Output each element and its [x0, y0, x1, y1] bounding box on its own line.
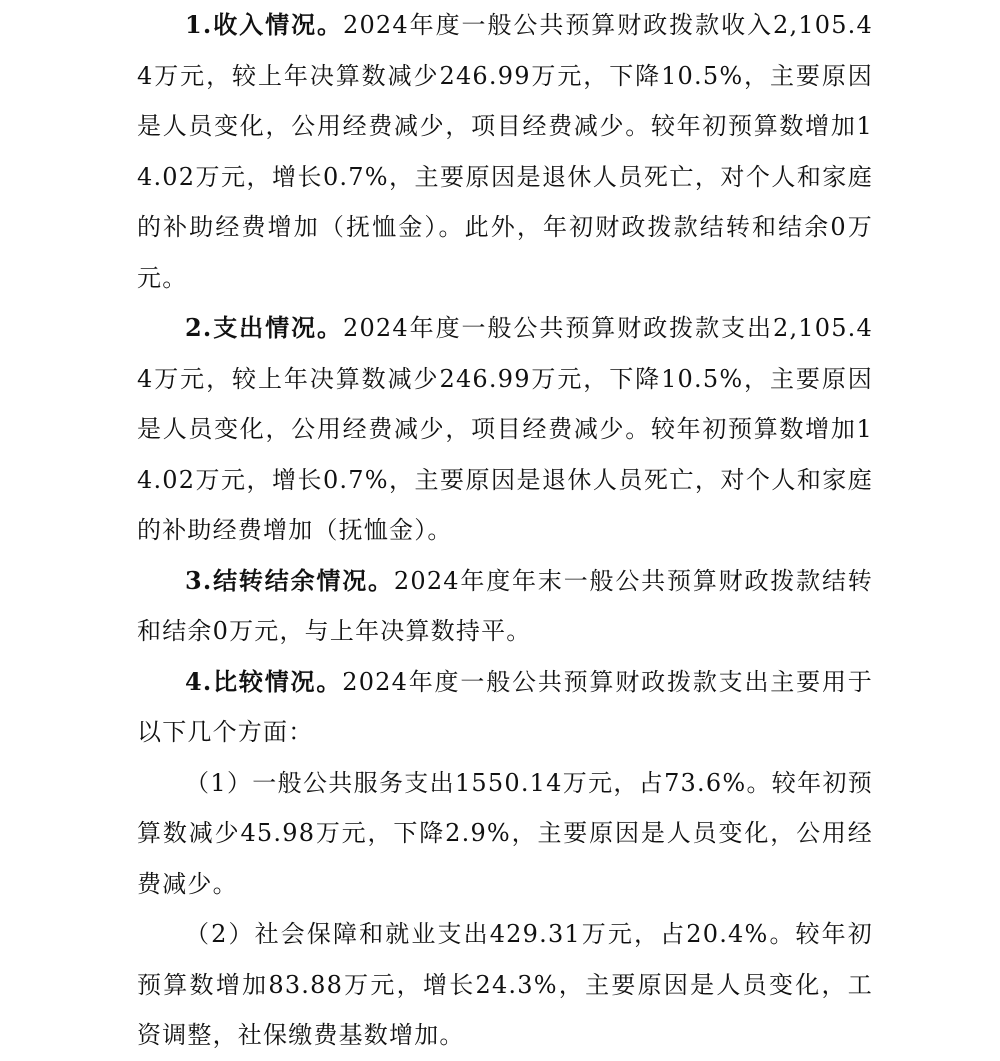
section-expenditure — [137, 303, 873, 556]
section-heading-carryover: 3.结转结余情况。 — [185, 565, 394, 595]
section-heading-expenditure: 2.支出情况。 — [185, 313, 343, 342]
list-item-general-public-services: （1）一般公共服务支出1550.14万元，占73.6%。较年初预算数减少45.98万元，下降2.9%，主要原因是人员变化，公用经费减少。 — [137, 768, 873, 898]
section-body-income: 2024年度一般公共预算财政拨款收入2,105.44万元，较上年决算数减少246.99万元，下降10.5%，主要原因是人员变化，公用经费减少，项目经费减少。较年初预算数增加14.02万元，增长0.7%，主要原因是退休人员死亡，对个人和家庭的补助经费增加（抚恤金）。此外，年初财政拨款结转和结余0万元。 — [137, 11, 873, 292]
section-heading-income: 1.收入情况。 — [185, 10, 343, 39]
section-body-comparison: 2024年度一般公共预算财政拨款支出主要用于以下几个方面： — [137, 667, 873, 746]
list-item-social-security: （2）社会保障和就业支出429.31万元，占20.4%。较年初预算数增加83.88万元，增长24.3%，主要原因是人员变化，工资调整，社保缴费基数增加。 — [137, 920, 873, 1049]
section-body-expenditure: 2024年度一般公共预算财政拨款支出2,105.44万元，较上年决算数减少246.99万元，下降10.5%，主要原因是人员变化，公用经费减少，项目经费减少。较年初预算数增加14.02万元，增长0.7%，主要原因是退休人员死亡，对个人和家庭的补助经费增加（抚恤金）。 — [137, 314, 873, 544]
section-body-carryover: 2024年度年末一般公共预算财政拨款结转和结余0万元，与上年决算数持平。 — [137, 566, 873, 645]
section-heading-comparison: 4.比较情况。 — [185, 666, 343, 696]
document-page — [137, 0, 873, 1061]
section-income — [137, 0, 873, 303]
section-carryover — [137, 556, 873, 657]
section-comparison — [137, 657, 873, 758]
